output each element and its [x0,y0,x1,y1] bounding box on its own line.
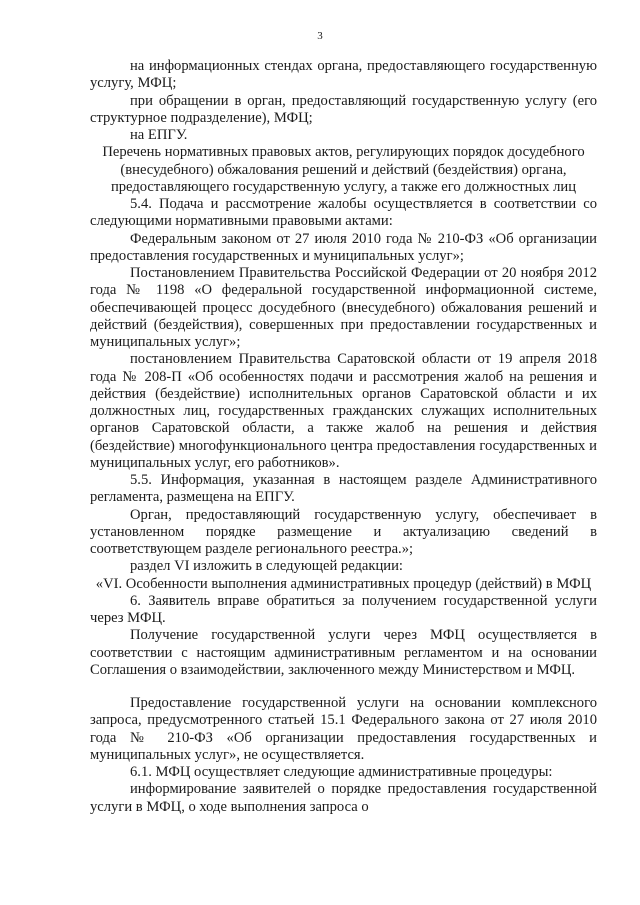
paragraph: Орган, предоставляющий государственную услугу, обеспечивает в установленном порядке размещение и актуализацию сведений в соответствующем разделе регионального реестра.»; [90,506,597,557]
paragraph: Постановлением Правительства Российской Федерации от 20 ноября 2012 года № 1198 «О федеральной государственной информационной системе, обеспечивающей процесс досудебного (внесудебного) обжалования решений и действий (бездействия), совершенных при предоставлении государственных и муниципальных услуг»; [90,265,597,350]
paragraph: на информационных стендах органа, предоставляющего государственную услугу, МФЦ; [90,58,597,92]
paragraph: Получение государственной услуги через МФЦ осуществляется в соответствии с настоящим административным регламентом и на основании Соглашения о взаимодействии, заключенного между Министерством и МФЦ. [90,627,597,678]
paragraph: на ЕПГУ. [130,127,188,143]
paragraph: 6. Заявитель вправе обратиться за получением государственной услуги через МФЦ. [90,592,597,626]
paragraph: постановлением Правительства Саратовской области от 19 апреля 2018 года № 208-П «Об особенностях подачи и рассмотрения жалоб на решения и действия (бездействие) исполнительных органов Саратовской области и их должностных лиц, государственных гражданских служащих исполнительных органов Саратовской области, а также жалоб на решения и действия (бездействие) многофункционального центра предоставления государственных и муниципальных услуг, его работников». [90,351,597,471]
paragraph: Федеральным законом от 27 июля 2010 года № 210-ФЗ «Об организации предоставления государственных и муниципальных услуг»; [90,230,597,264]
page-number: 3 [317,30,323,42]
paragraph: 5.4. Подача и рассмотрение жалобы осуществляется в соответствии со следующими нормативными правовыми актами: [90,196,597,230]
paragraph: 6.1. МФЦ осуществляет следующие административные процедуры: [130,764,553,780]
paragraph: информирование заявителей о порядке предоставления государственной услуги в МФЦ, о ходе выполнения запроса о [90,781,597,815]
paragraph: 5.5. Информация, указанная в настоящем разделе Административного регламента, размещена на ЕПГУ. [90,472,597,506]
paragraph: раздел VI изложить в следующей редакции: [130,558,403,575]
section-heading: Перечень нормативных правовых актов, регулирующих порядок досудебного (внесудебного) обжалования решений и действий (бездействия) органа, предоставляющего государственную услугу, а также его должностных лиц [102,144,585,195]
section-heading: «VI. Особенности выполнения административных процедур (действий) в МФЦ [95,575,592,592]
paragraph: Предоставление государственной услуги на основании комплексного запроса, предусмотренного статьей 15.1 Федерального закона от 27 июля 2010 года № 210-ФЗ «Об организации предоставления государственных и муниципальных услуг», не осуществляется. [90,695,597,763]
document-body [90,58,597,816]
paragraph: при обращении в орган, предоставляющий государственную услугу (его структурное подразделение), МФЦ; [90,92,597,126]
